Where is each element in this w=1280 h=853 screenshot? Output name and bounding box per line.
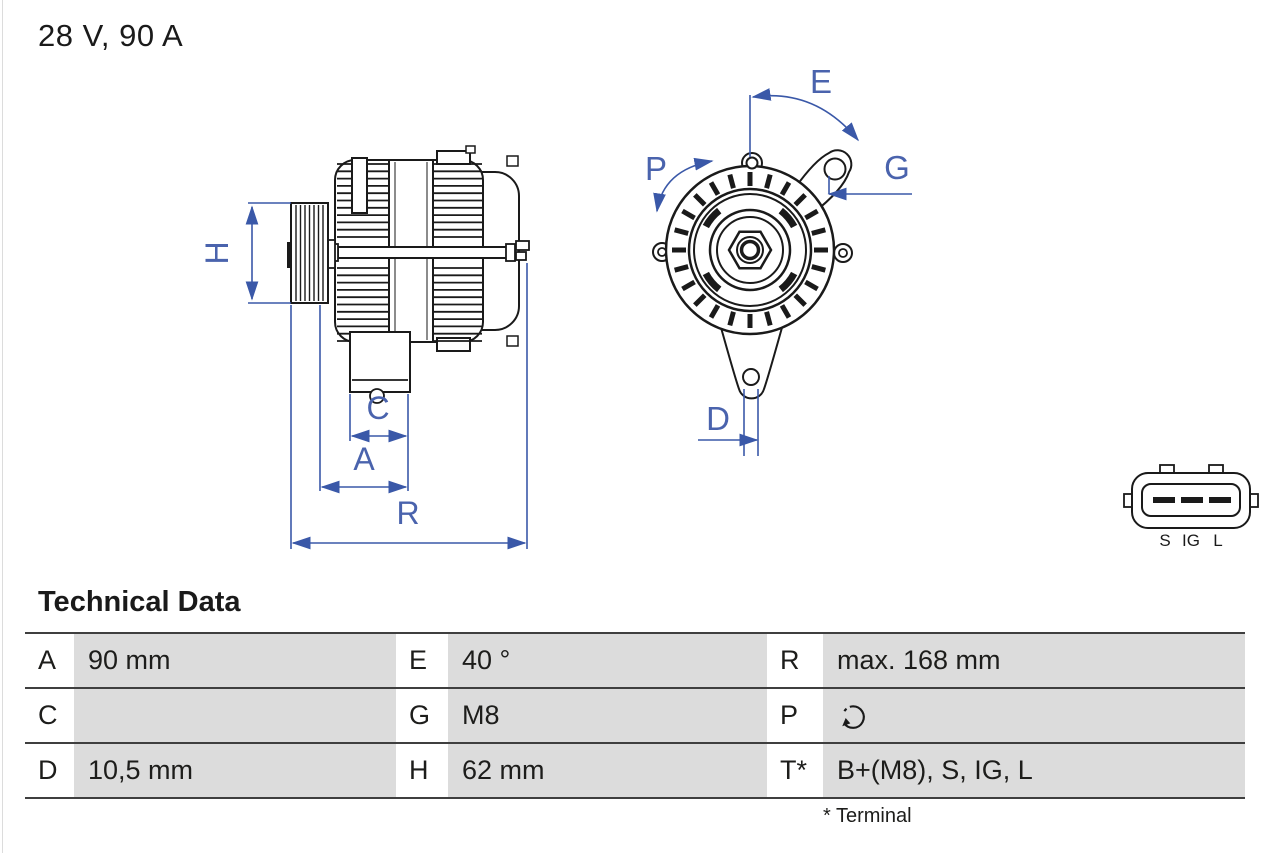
table-cell-value: 10,5 mm: [74, 742, 396, 797]
dim-label-c: C: [366, 390, 390, 426]
table-cell-label: G: [396, 687, 448, 742]
connector-diagram: [1124, 465, 1258, 528]
connector-pin-ig-label: IG: [1182, 531, 1200, 550]
table-cell-value: 62 mm: [448, 742, 767, 797]
table-cell-label: A: [25, 632, 74, 687]
dim-label-p: P: [644, 150, 668, 187]
table-cell-value: 40 °: [448, 632, 767, 687]
front-view-drawing: [653, 150, 852, 398]
table-cell-value: B+(M8), S, IG, L: [823, 742, 1245, 797]
table-cell-label: R: [767, 632, 823, 687]
table-cell-label: D: [25, 742, 74, 797]
table-cell-label: T*: [767, 742, 823, 797]
connector-pin-s-label: S: [1159, 531, 1171, 550]
table-cell-value: 90 mm: [74, 632, 396, 687]
connector-pin-labels: [1159, 531, 1222, 550]
connector-pin-l-label: L: [1213, 531, 1223, 550]
dim-label-h: H: [199, 241, 235, 265]
table-cell-rotation: [823, 687, 1245, 742]
technical-data-section: [0, 586, 1280, 828]
terminal-footnote: * Terminal: [823, 805, 912, 827]
table-cell-label: H: [396, 742, 448, 797]
table-cell-label: E: [396, 632, 448, 687]
dim-label-g: G: [884, 149, 910, 186]
dim-label-a: A: [353, 441, 375, 477]
dim-label-r: R: [396, 495, 420, 531]
technical-data-title: Technical Data: [38, 586, 241, 618]
side-view-drawing: [287, 146, 529, 403]
table-cell-label: C: [25, 687, 74, 742]
dim-label-e: E: [809, 63, 833, 100]
table-cell-value: max. 168 mm: [823, 632, 1245, 687]
page-title: 28 V, 90 A: [38, 18, 184, 53]
table-cell-value: [74, 687, 396, 742]
rotation-direction-icon: [839, 702, 867, 730]
table-cell-value: M8: [448, 687, 767, 742]
dim-label-d: D: [706, 400, 730, 437]
table-cell-label: P: [767, 687, 823, 742]
technical-data-table: [25, 632, 1245, 799]
